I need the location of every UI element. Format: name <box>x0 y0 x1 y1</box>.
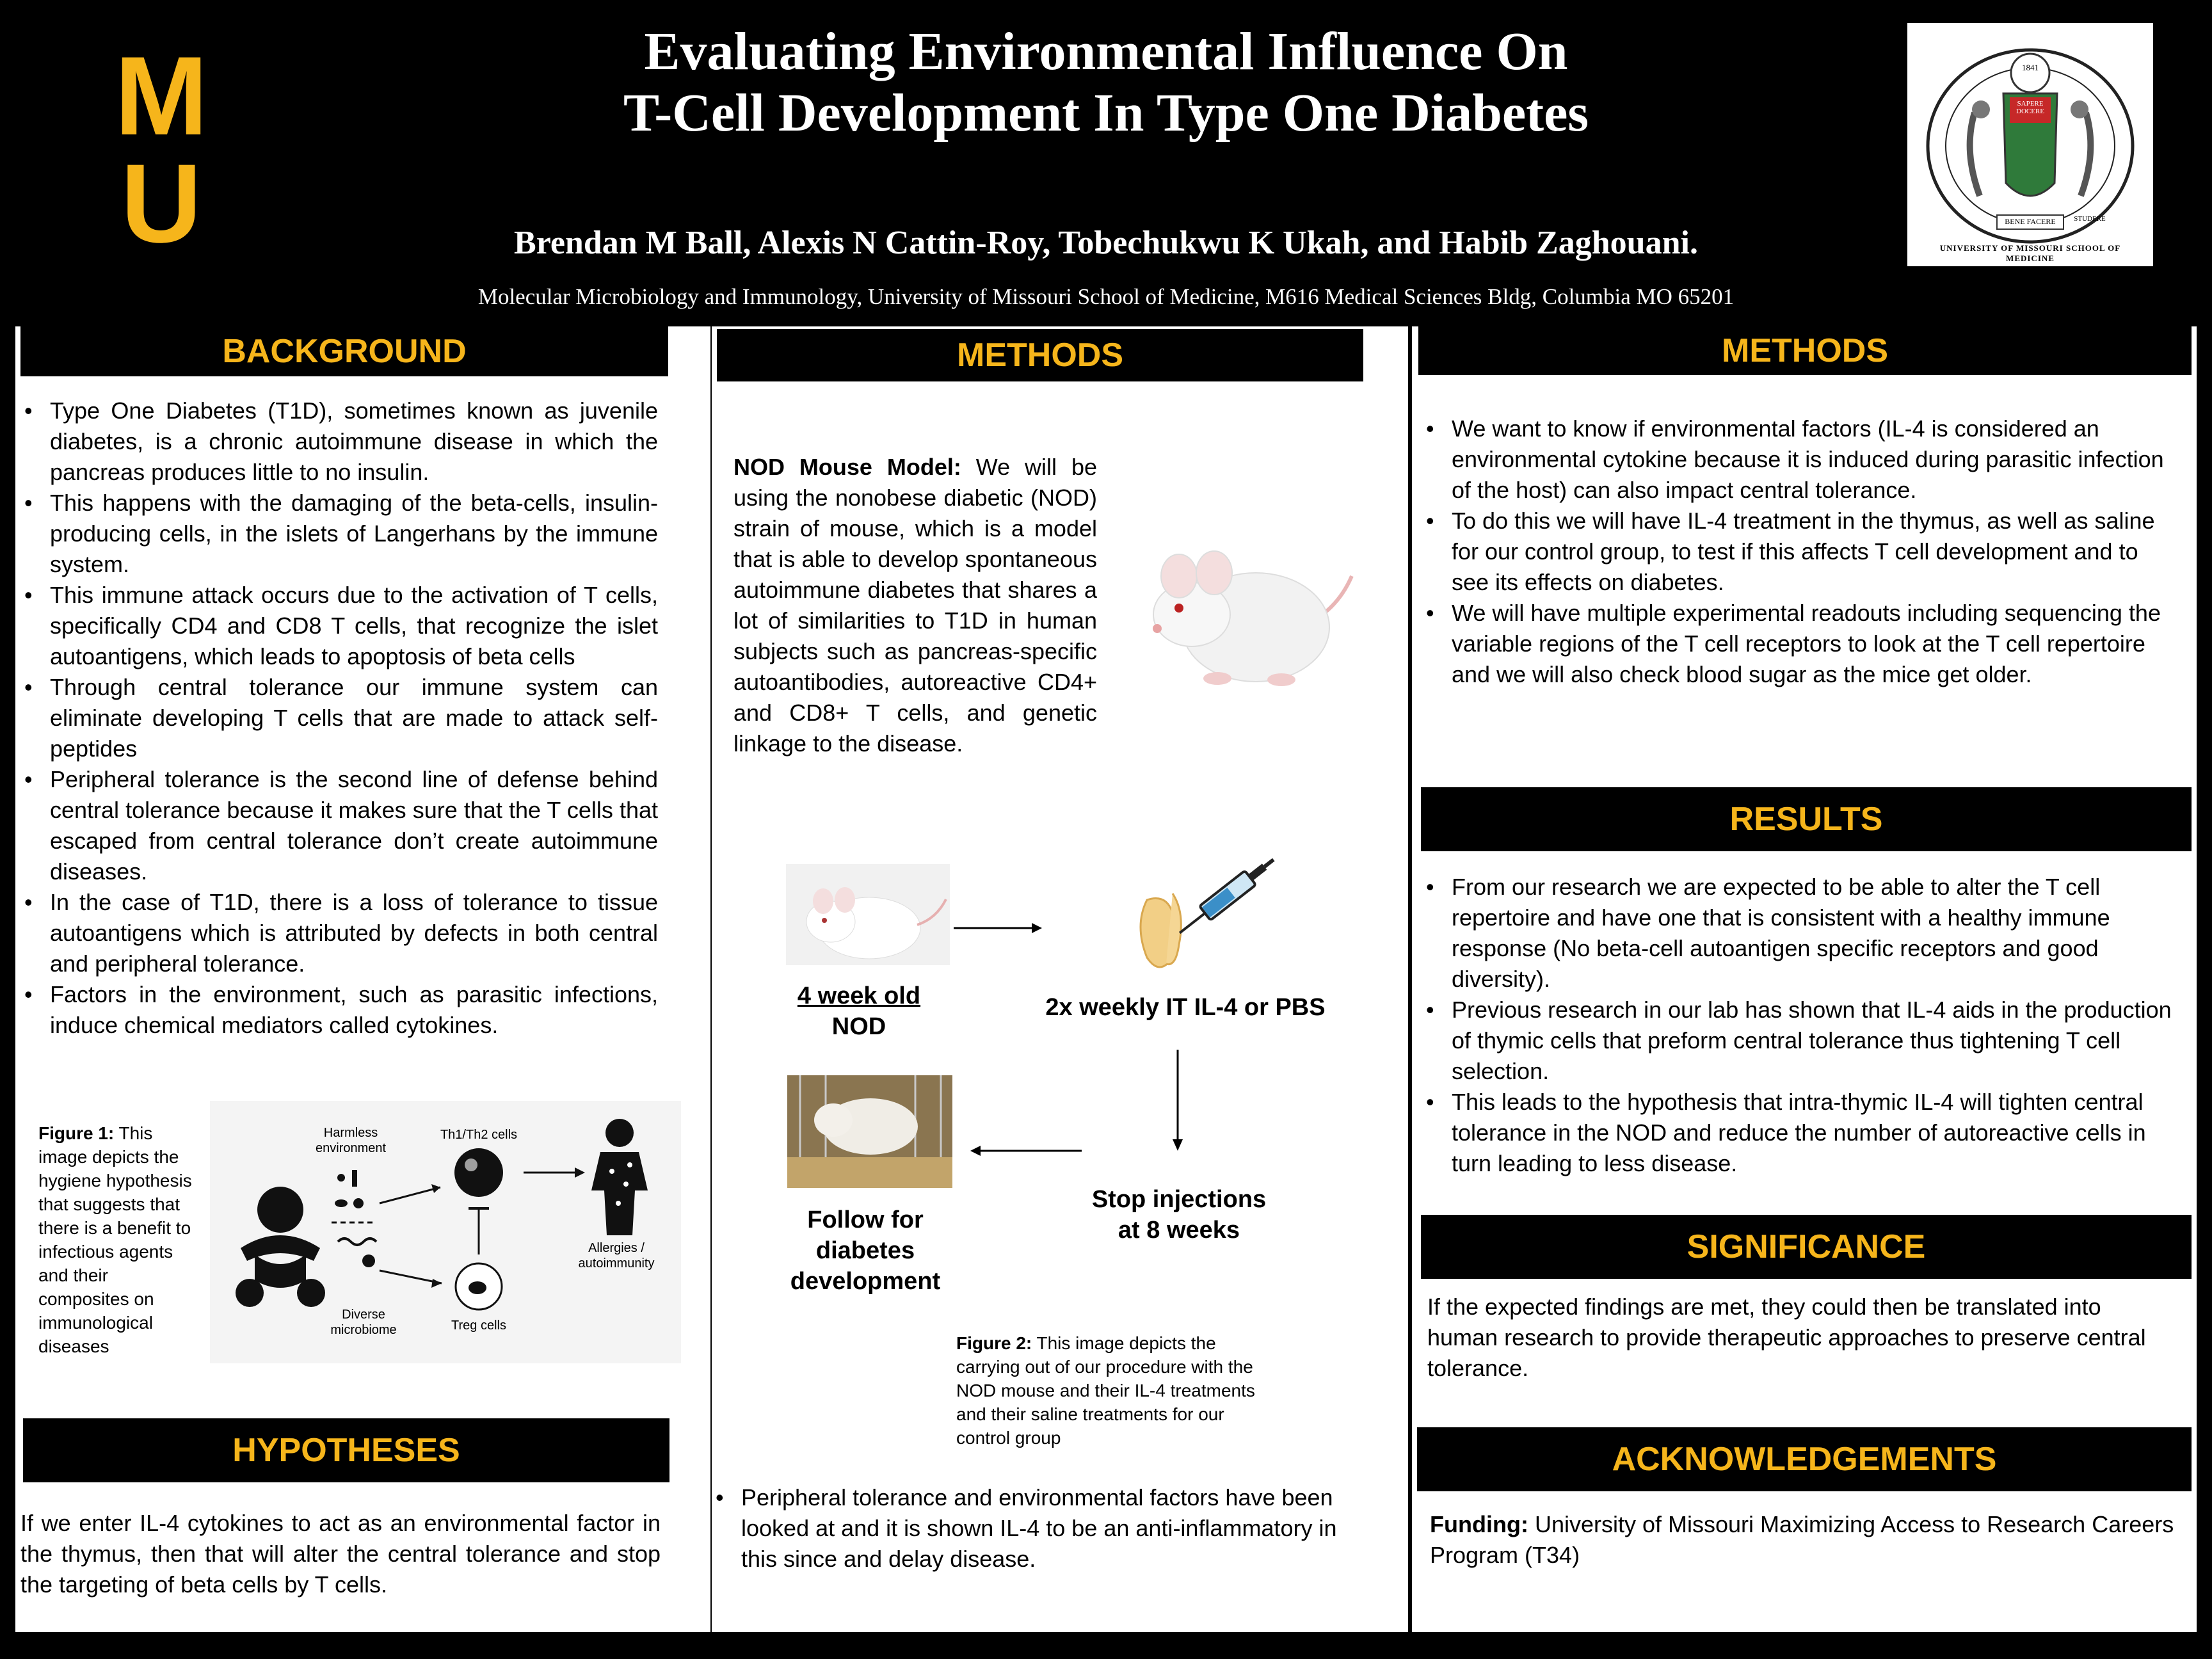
figure1-caption <box>38 1121 198 1358</box>
seal-motto-2: BENE FACERE <box>2005 217 2056 226</box>
results-bullets <box>1422 872 2190 1179</box>
background-bullet: • Through central tolerance our immune system can eliminate developing T cells that are made to attack self-peptides <box>20 672 658 764</box>
photo-young-mouse <box>786 864 950 965</box>
flow-step3-line2: at 8 weeks <box>1118 1217 1240 1244</box>
white-mouse-image <box>1134 518 1365 710</box>
results-bullet: • From our research we are expected to be able to alter the T cell repertoire and have one that is consistent with a healthy immune response (No beta-cell autoantigen specific receptors and good diversity). <box>1422 872 2190 995</box>
affiliation: Molecular Microbiology and Immunology, University of Missouri School of Medicine, M616 Medical Sciences Bldg, Columbia MO 65201 <box>477 284 1735 309</box>
methods-mid-bullet: • Peripheral tolerance and environmental factors have been looked at and it is shown IL-4 to be an anti-inflammatory in this since and delay disease. <box>712 1482 1339 1575</box>
seal-ring-text: UNIVERSITY OF MISSOURI SCHOOL OF MEDICINE <box>1939 243 2121 263</box>
baby-icon <box>236 1187 325 1307</box>
background-bullet: • In the case of T1D, there is a loss of tolerance to tissue autoantigens which is attributed by defects in both central and peripheral tolerance. <box>20 887 658 979</box>
school-seal <box>1907 23 2153 266</box>
flow-step3-line1: Stop injections <box>1091 1186 1267 1213</box>
flow-step2: 2x weekly IT IL-4 or PBS <box>1045 994 1326 1021</box>
allergic-child-icon <box>591 1119 648 1235</box>
poster-title-line1: Evaluating Environmental Influence On <box>644 22 1568 81</box>
figure1-hygiene-diagram <box>210 1101 681 1363</box>
middle-column <box>712 326 1408 1632</box>
methods-mid-heading: METHODS <box>717 329 1363 381</box>
arrow-down <box>1170 1050 1185 1152</box>
seal-motto-3: STUDERE <box>2074 215 2106 223</box>
significance-text: If the expected findings are met, they could then be translated into human research to provide therapeutic approaches to preserve central tolerance. <box>1427 1294 2146 1381</box>
arrow-left <box>970 1143 1082 1158</box>
background-bullet: • Factors in the environment, such as parasitic infections, induce chemical mediators called cytokines. <box>20 979 658 1041</box>
thymus-and-syringe-icon <box>1121 842 1288 996</box>
flow-step4-line1: Follow for <box>807 1206 924 1233</box>
results-bullet: • This leads to the hypothesis that intra-thymic IL-4 will tighten central tolerance in the NOD and reduce the number of autoreactive cells in turn leading to less disease. <box>1422 1087 2190 1179</box>
funding-label: Funding: <box>1430 1511 1528 1537</box>
flow-step1-line1: 4 week old <box>797 982 921 1009</box>
mu-logo-m: M <box>115 45 208 159</box>
seal-icon <box>1907 23 2153 266</box>
th-cell-icon <box>454 1148 503 1197</box>
label-diverse-microbiome: Diverse microbiome <box>330 1308 397 1337</box>
mu-logo-u: U <box>120 141 202 250</box>
seal-year: 1841 <box>2022 63 2039 72</box>
background-bullet: • This happens with the damaging of the beta-cells, insulin-producing cells, in the islets of Langerhans by the immune system. <box>20 488 658 580</box>
figure2-caption <box>956 1331 1276 1450</box>
seal-motto-1: SAPERE DOCERE <box>2016 100 2044 115</box>
label-allergies: Allergies / autoimmunity <box>578 1241 655 1270</box>
methods-right-heading: METHODS <box>1418 326 2192 375</box>
nod-mouse-description: We will be using the nonobese diabetic (NOD) strain of mouse, which is a model that is able to develop spontaneous autoimmune diabetes that shares a lot of similarities to T1D in human subjects such as pancreas-specific autoantibodies, autoreactive CD4+ and CD8+ T cells, and genetic linkage to the disease. <box>733 454 1097 757</box>
figure2-caption-text: This image depicts the carrying out of our procedure with the NOD mouse and their IL-4 treatments and their saline treatments for our control group <box>956 1333 1255 1448</box>
microbiome-icon <box>338 1238 376 1245</box>
acknowledgements-heading: ACKNOWLEDGEMENTS <box>1417 1427 2192 1491</box>
background-heading: BACKGROUND <box>20 326 668 376</box>
flow-step1 <box>776 981 942 1042</box>
right-column <box>1412 326 2197 1632</box>
background-bullet: • This immune attack occurs due to the activation of T cells, specifically CD4 and CD8 T cells, that recognize the islet autoantigens, which leads to apoptosis of beta cells <box>20 580 658 672</box>
results-bullet: • Previous research in our lab has shown that IL-4 aids in the production of thymic cells that preform central tolerance thus tightening T cell selection. <box>1422 995 2190 1087</box>
hypotheses-text: If we enter IL-4 cytokines to act as an environmental factor in the thymus, then that will alter the central tolerance and stop the targeting of beta cells by T cells. <box>20 1510 661 1598</box>
label-th-cells: Th1/Th2 cells <box>440 1128 518 1142</box>
flow-step4-line3: development <box>790 1268 941 1295</box>
methods-right-bullet: • To do this we will have IL-4 treatment in the thymus, as well as saline for our control group, to test if this affects T cell development and to see its effects on diabetes. <box>1422 506 2177 598</box>
methods-right-bullets <box>1422 413 2177 690</box>
syringe-icon <box>1174 853 1279 940</box>
flow-step3 <box>1051 1184 1307 1246</box>
left-column <box>15 326 710 1632</box>
figure2-label: Figure 2: <box>956 1333 1032 1353</box>
authors: Brendan M Ball, Alexis N Cattin-Roy, Tobechukwu K Ukah, and Habib Zaghouani. <box>514 225 1698 261</box>
photo-caged-mouse <box>787 1075 952 1188</box>
hypotheses-heading: HYPOTHESES <box>23 1418 669 1482</box>
background-bullets <box>20 396 658 1041</box>
methods-mid-bullets <box>712 1482 1339 1575</box>
methods-right-bullet: • We want to know if environmental factors (IL-4 is considered an environmental cytokine because it is induced during parasitic infection of the host) can also impact central tolerance. <box>1422 413 2177 506</box>
figure1-caption-text: This image depicts the hygiene hypothesis that suggests that there is a benefit to infectious agents and their composites on immunological diseases <box>38 1123 192 1356</box>
nod-mouse-label: NOD Mouse Model: <box>733 454 961 480</box>
background-bullet: • Type One Diabetes (T1D), sometimes known as juvenile diabetes, is a chronic autoimmune disease in which the pancreas produces little to no insulin. <box>20 396 658 488</box>
background-bullet: • Peripheral tolerance is the second line of defense behind central tolerance because it makes sure that the T cells that escaped from central tolerance don’t create autoimmune diseases. <box>20 764 658 887</box>
methods-right-bullet: • We will have multiple experimental readouts including sequencing the variable regions of the T cell receptors to look at the T cell repertoire and we will also check blood sugar as the mice get older. <box>1422 598 2177 690</box>
label-harmless-environment: Harmless environment <box>315 1126 387 1155</box>
figure1-label: Figure 1: <box>38 1123 115 1143</box>
flow-step4 <box>769 1205 961 1297</box>
arrow-right <box>954 920 1043 936</box>
flow-step1-line2: NOD <box>831 1013 886 1040</box>
poster-title-line2: T-Cell Development In Type One Diabetes <box>623 83 1589 143</box>
results-heading: RESULTS <box>1421 787 2192 851</box>
acknowledgements-text <box>1430 1509 2185 1571</box>
flow-step4-line2: diabetes <box>815 1237 915 1264</box>
nod-mouse-text <box>733 452 1097 759</box>
significance-heading: SIGNIFICANCE <box>1421 1215 2192 1279</box>
label-treg-cells: Treg cells <box>451 1318 506 1333</box>
thymus-icon <box>1141 894 1181 967</box>
harmless-environment-icons <box>335 1170 364 1208</box>
funding-text: University of Missouri Maximizing Access to Research Careers Program (T34) <box>1430 1511 2174 1568</box>
